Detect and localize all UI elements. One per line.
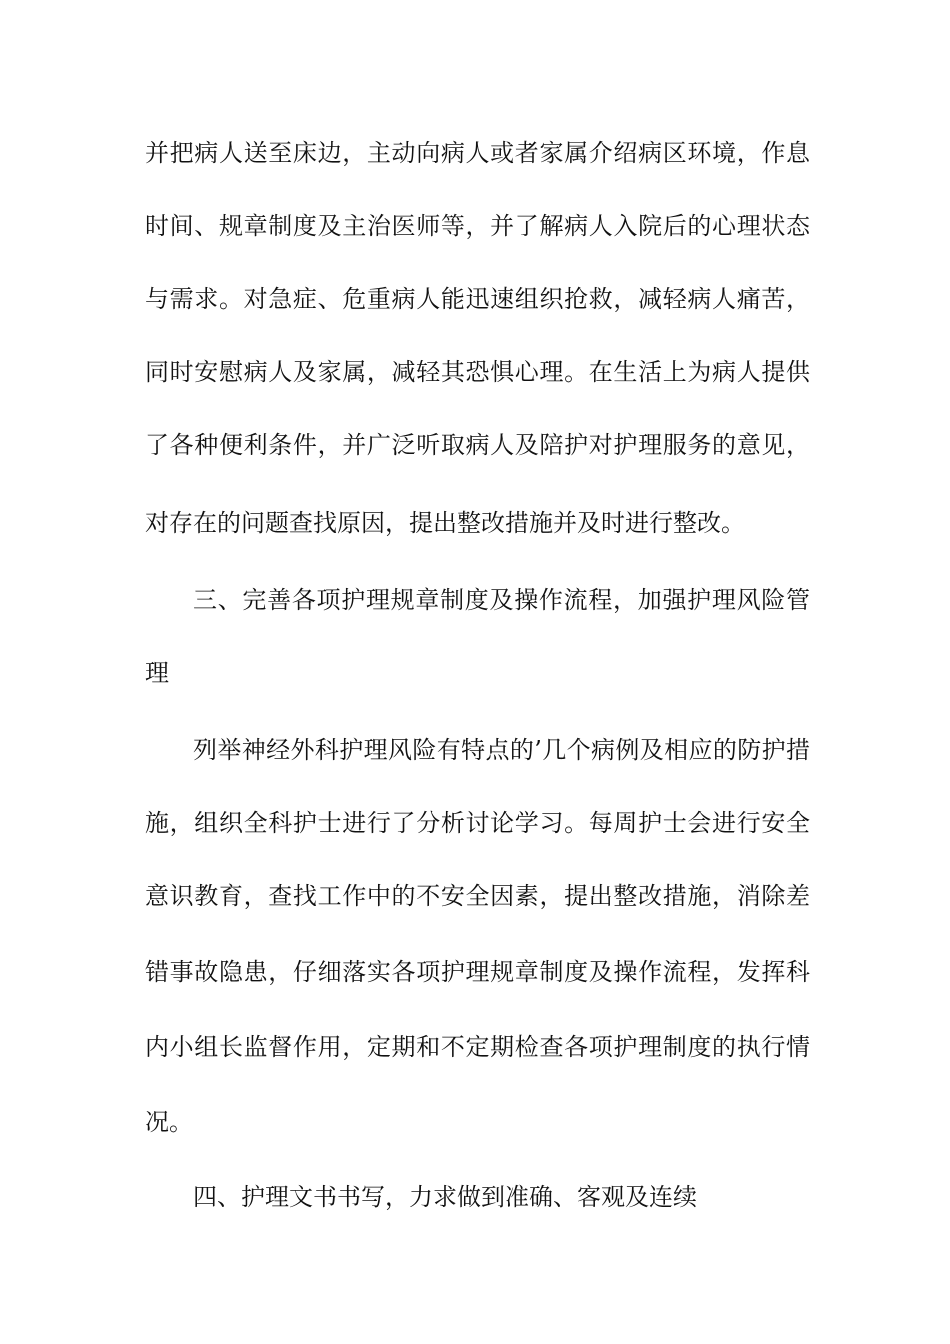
paragraph-line: 施，组织全科护士进行了分析讨论学习。每周护士会进行安全 — [145, 809, 810, 837]
paragraph-line: 同时安慰病人及家属，减轻其恐惧心理。在生活上为病人提供 — [145, 358, 810, 386]
paragraph-line: 错事故隐患，仔细落实各项护理规章制度及操作流程，发挥科 — [145, 958, 810, 986]
paragraph-line: 与需求。对急症、危重病人能迅速组织抢救，减轻病人痛苦， — [145, 285, 810, 313]
paragraph-line: 对存在的问题查找原因，提出整改措施并及时进行整改。 — [145, 509, 745, 537]
paragraph-line: 意识教育，查找工作中的不安全因素，提出整改措施，消除差 — [145, 882, 810, 910]
section-heading-3-continuation: 理 — [145, 659, 169, 687]
section-heading-4: 四、护理文书书写，力求做到准确、客观及连续 — [193, 1183, 697, 1211]
paragraph-line: 并把病人送至床边，主动向病人或者家属介绍病区环境，作息 — [145, 139, 810, 167]
paragraph-line: 内小组长监督作用，定期和不定期检查各项护理制度的执行情 — [145, 1033, 810, 1061]
section-heading-3: 三、完善各项护理规章制度及操作流程，加强护理风险管 — [193, 586, 810, 614]
paragraph-line: 况。 — [145, 1108, 193, 1136]
paragraph-line: 时间、规章制度及主治医师等，并了解病人入院后的心理状态 — [145, 212, 810, 240]
paragraph-line: 了各种便利条件，并广泛听取病人及陪护对护理服务的意见， — [145, 431, 810, 459]
paragraph-line: 列举神经外科护理风险有特点的’几个病例及相应的防护措 — [193, 736, 810, 764]
